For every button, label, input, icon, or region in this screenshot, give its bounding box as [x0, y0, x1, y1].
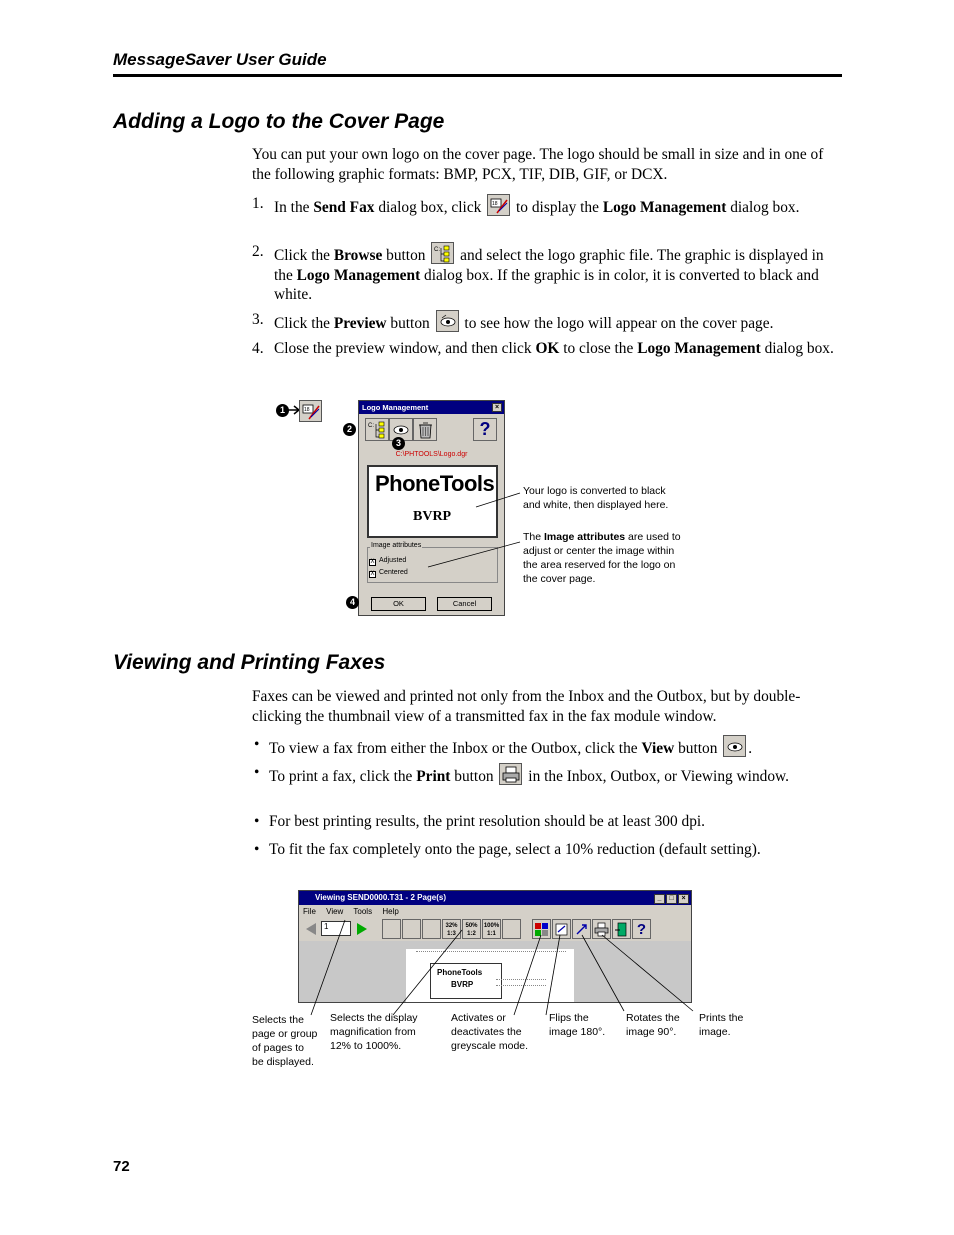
bullet-bold: Print — [416, 768, 451, 785]
zoom-100-button[interactable] — [482, 919, 501, 939]
preview-brand-text: PhoneTools — [375, 471, 495, 496]
logo-preview-area — [367, 465, 498, 538]
step-text: dialog box, click — [374, 199, 486, 216]
bullet-glyph: • — [254, 736, 260, 753]
bullet-glyph: • — [254, 841, 260, 858]
browse-button[interactable] — [365, 418, 389, 441]
bullet-text: To fit the fax completely onto the page, select a 10% reduction (default setting). — [269, 841, 761, 858]
svg-text:C:: C: — [434, 247, 441, 253]
step-bold: Logo Management — [296, 266, 421, 284]
flip-button[interactable] — [552, 919, 571, 939]
step-text: to close the — [559, 340, 638, 357]
step-text: dialog box. — [760, 340, 834, 357]
step-number: 2. — [252, 243, 264, 260]
step-text: Close the preview window, and then click — [274, 340, 536, 357]
viewing-window — [298, 890, 692, 1003]
bullet-text: For best printing results, the print resolution should be at least 300 dpi. — [269, 813, 706, 830]
zoom-32-button[interactable] — [442, 919, 461, 939]
fax-header-line — [416, 951, 566, 953]
fax-brand-text: PhoneTools — [437, 968, 483, 977]
callout-greyscale: Activates or deactivates the greyscale mode. — [451, 1012, 529, 1052]
preview-sub-logo: BVRP — [413, 509, 452, 524]
step-text: dialog box. — [726, 199, 800, 216]
step-bold: OK — [535, 340, 560, 357]
step-number: 1. — [252, 195, 264, 212]
adjusted-checkbox[interactable] — [369, 557, 406, 566]
zoom-label: 100% — [483, 923, 500, 929]
step-text: to see how the logo will appear on the cover page. — [460, 315, 774, 332]
dialog-title: Logo Management — [362, 403, 429, 412]
step-text: Click the — [274, 247, 334, 264]
step-1 — [252, 194, 837, 218]
print-icon — [499, 763, 522, 785]
dialog-title-bar — [359, 401, 504, 414]
fax-brand — [430, 963, 502, 999]
svg-text:18: 18 — [304, 407, 310, 413]
menu-file[interactable]: File — [303, 907, 316, 916]
page-number-field[interactable]: 1 — [321, 921, 351, 936]
zoom-label: 50% — [465, 923, 478, 929]
exit-button[interactable] — [612, 919, 631, 939]
callout-number-3: 3 — [392, 437, 405, 450]
step-text: dialog box. If the graphic is in color, it is converted to black and white. — [274, 266, 819, 303]
callout-text: The — [523, 531, 545, 543]
fax-detail-line — [496, 979, 546, 981]
step-bold: Preview — [333, 315, 387, 332]
cancel-button[interactable]: Cancel — [437, 597, 492, 611]
close-button[interactable]: × — [492, 403, 502, 412]
callout-number-2: 2 — [343, 423, 356, 436]
ok-button[interactable]: OK — [371, 597, 426, 611]
step-text: and select the logo graphic file. The graphic is displayed in the — [274, 247, 824, 284]
view-intro: Faxes can be viewed and printed not only from the Inbox and the Outbox, but by double-clicking the thumbnail view of a transmitted fax in the fax module window. — [252, 688, 801, 725]
zoom-custom-button[interactable] — [502, 919, 521, 939]
page-number: 72 — [113, 1158, 130, 1175]
print-button[interactable] — [592, 919, 611, 939]
next-page-icon[interactable] — [354, 921, 370, 937]
logo-management-icon[interactable] — [299, 400, 322, 422]
step-bold: Logo Management — [637, 340, 761, 357]
previous-page-icon[interactable] — [303, 921, 319, 937]
view-icon — [723, 735, 746, 757]
window-title-bar — [299, 891, 691, 905]
checkbox-mark: X — [370, 571, 375, 577]
bullet-text: To view a fax from either the Inbox or the Outbox, click the — [269, 740, 642, 757]
close-button[interactable]: × — [678, 894, 689, 904]
step-3 — [252, 310, 837, 334]
menu-bar — [299, 905, 691, 919]
bullet-text: button — [674, 740, 722, 757]
step-text: button — [382, 247, 430, 264]
thumbnail-view-button[interactable] — [382, 919, 401, 939]
callout-image-attributes — [523, 530, 683, 586]
menu-help[interactable]: Help — [382, 907, 399, 916]
zoom-ratio: 1:2 — [467, 931, 476, 937]
svg-text:18: 18 — [492, 201, 498, 207]
minimize-button[interactable]: _ — [654, 894, 665, 904]
preview-icon — [436, 310, 459, 332]
bullet-text: To print a fax, click the — [269, 768, 417, 785]
bullet-4 — [252, 840, 837, 860]
svg-text:C:: C: — [368, 423, 374, 429]
callout-number-4: 4 — [346, 596, 359, 609]
zoom-ratio: 1:1 — [487, 931, 496, 937]
bullet-text: button — [450, 768, 498, 785]
step-number: 3. — [252, 311, 264, 328]
centered-checkbox[interactable] — [369, 569, 408, 578]
step-text: Click the — [274, 315, 334, 332]
callout-magnification: Selects the display magnification from 12% to 1000%. — [330, 1012, 418, 1052]
checkbox-mark: X — [370, 559, 375, 565]
zoom-label: 32% — [445, 923, 458, 929]
bullet-2 — [252, 763, 837, 787]
window-controls — [653, 893, 689, 904]
window-title: Viewing SEND0000.T31 - 2 Page(s) — [315, 893, 447, 902]
bullet-1 — [252, 735, 837, 759]
callout-rotate: Rotates the image 90°. — [626, 1012, 680, 1038]
step-2 — [252, 242, 837, 305]
callout-page-select: Selects the page or group of pages to be displayed. — [252, 1014, 318, 1068]
section-heading-logo: Adding a Logo to the Cover Page — [113, 110, 445, 133]
help-icon[interactable]: ? — [632, 919, 651, 939]
fax-page-thumbnail — [406, 949, 574, 1003]
logo-intro: You can put your own logo on the cover page. The logo should be small in size and in one of the following graphic formats: BMP, PCX, TIF, DIB, GIF, or DCX. — [252, 146, 824, 183]
bullet-glyph: • — [254, 764, 260, 781]
menu-view[interactable]: View — [326, 907, 344, 916]
callout-print: Prints the image. — [699, 1012, 744, 1038]
step-text: button — [386, 315, 434, 332]
section-heading-view: Viewing and Printing Faxes — [113, 651, 386, 674]
step-bold: Browse — [333, 247, 383, 264]
bullet-text: . — [748, 740, 753, 757]
browse-folder-icon — [431, 242, 454, 264]
callout-number-1: 1 — [276, 404, 289, 417]
step-bold: Send Fax — [313, 199, 375, 216]
bullet-glyph: • — [254, 813, 260, 830]
fit-page-button[interactable] — [422, 919, 441, 939]
callout-bold: Image attributes — [544, 531, 626, 543]
fax-display-area — [299, 941, 691, 1003]
logo-management-icon — [487, 194, 510, 216]
header-rule — [113, 74, 842, 77]
running-head: MessageSaver User Guide — [113, 50, 327, 69]
callout-text: are used to adjust or center the image within the area reserved for the logo on the cover page. — [523, 531, 681, 585]
delete-button[interactable] — [413, 418, 437, 441]
bullet-bold: View — [641, 740, 675, 757]
greyscale-button[interactable] — [532, 919, 551, 939]
fax-detail-line — [496, 985, 546, 987]
step-number: 4. — [252, 340, 264, 357]
step-bold: Logo Management — [602, 199, 727, 216]
zoom-50-button[interactable] — [462, 919, 481, 939]
fax-brand-sub: BVRP — [451, 980, 474, 989]
bullet-3 — [252, 812, 837, 832]
zoom-ratio: 1:3 — [447, 931, 456, 937]
menu-tools[interactable]: Tools — [353, 907, 373, 916]
logo-file-path: C:\PHTOOLS\Logo.dgr — [395, 451, 468, 458]
callout-flip: Flips the image 180°. — [549, 1012, 606, 1038]
maximize-button[interactable]: □ — [666, 894, 677, 904]
step-text: to display the — [512, 199, 603, 216]
checkbox-label: Centered — [379, 569, 408, 576]
rotate-button[interactable] — [572, 919, 591, 939]
help-icon[interactable]: ? — [473, 418, 497, 441]
checkbox-label: Adjusted — [379, 557, 407, 564]
group-label: Image attributes — [371, 542, 422, 549]
logo-management-dialog — [358, 400, 505, 616]
bullet-text: in the Inbox, Outbox, or Viewing window. — [524, 768, 789, 785]
callout-converted: Your logo is converted to black and white, then displayed here. — [523, 485, 669, 511]
two-page-view-button[interactable] — [402, 919, 421, 939]
step-text: In the — [274, 199, 314, 216]
step-4 — [252, 339, 837, 359]
